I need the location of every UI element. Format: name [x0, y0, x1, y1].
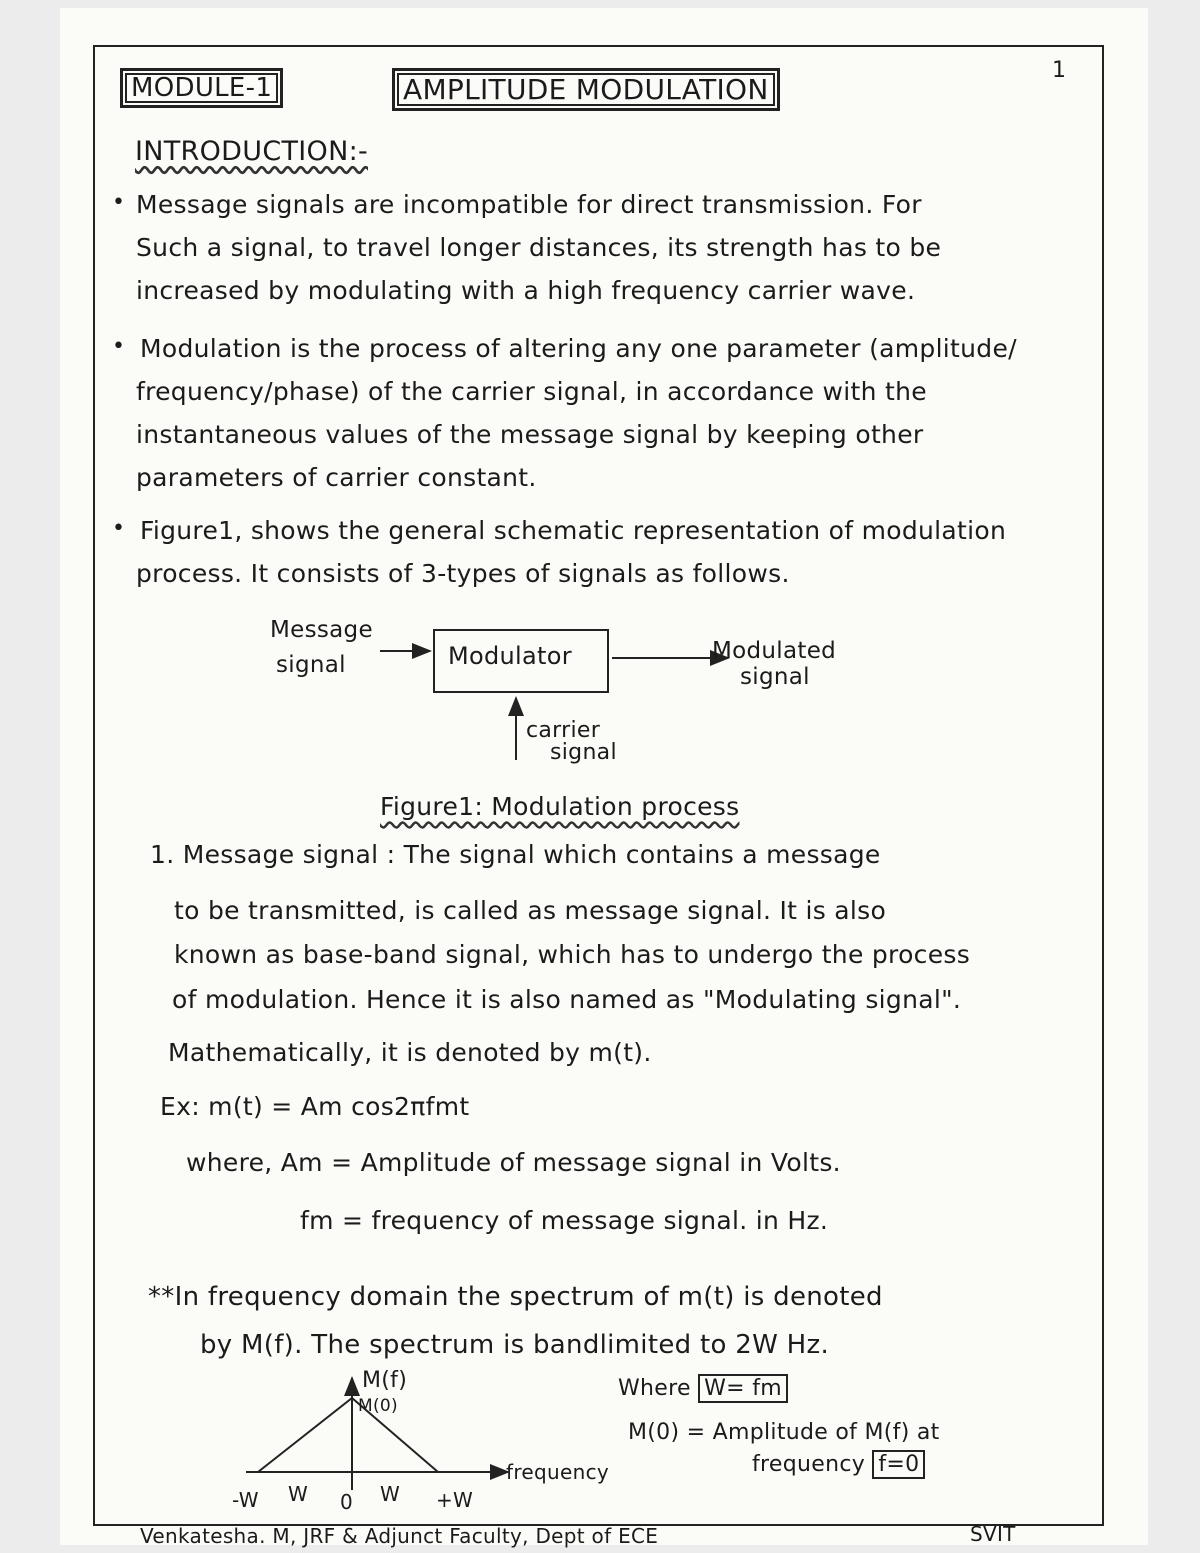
figure-caption: Figure1: Modulation process — [380, 792, 740, 821]
diagram-input-label: Message — [270, 617, 373, 643]
text-line: to be transmitted, is called as message signal. It is also — [174, 896, 887, 925]
module-label: MODULE-1 — [120, 68, 283, 108]
text-line: of modulation. Hence it is also named as "Modulating signal". — [172, 985, 962, 1014]
note-prefix: frequency — [752, 1452, 866, 1477]
bullet-dot: • — [112, 334, 125, 359]
tick-label: +W — [436, 1488, 474, 1512]
bullet-dot: • — [112, 190, 125, 215]
spectrum-note — [618, 1376, 788, 1401]
footer-college: SVIT — [970, 1522, 1016, 1546]
diagram-input-label: signal — [276, 652, 346, 678]
page-number: 1 — [1052, 58, 1067, 83]
text-line: frequency/phase) of the carrier signal, in accordance with the — [136, 377, 927, 406]
example-equation: Ex: m(t) = Am cos2πfmt — [160, 1092, 470, 1121]
message-signal-heading: 1. Message signal : The signal which contains a message — [150, 840, 881, 869]
tick-label: W — [380, 1482, 401, 1506]
tick-label: -W — [232, 1488, 259, 1512]
text-line: Mathematically, it is denoted by m(t). — [168, 1038, 652, 1067]
diagram-output-label: Modulated — [712, 638, 837, 664]
definition-line: fm = frequency of message signal. in Hz. — [300, 1206, 829, 1235]
text-line: Figure1, shows the general schematic representation of modulation — [140, 516, 1007, 545]
note-prefix: Where — [618, 1376, 691, 1401]
spectrum-y-label: M(f) — [362, 1368, 408, 1393]
spectrum-peak-label: M(0) — [358, 1396, 398, 1416]
text-line: instantaneous values of the message signal by keeping other — [136, 420, 924, 449]
spectrum-x-label: frequency — [506, 1460, 610, 1484]
tick-label: W — [288, 1482, 309, 1506]
diagram-output-label: signal — [740, 664, 810, 690]
text-line: by M(f). The spectrum is bandlimited to 2W Hz. — [200, 1330, 830, 1360]
tick-label: 0 — [340, 1490, 354, 1514]
spectrum-note — [752, 1452, 925, 1477]
definition-line: where, Am = Amplitude of message signal in Volts. — [186, 1148, 841, 1177]
text-line: Such a signal, to travel longer distances, its strength has to be — [136, 233, 942, 262]
modulator-block-label: Modulator — [448, 642, 572, 670]
text-line: known as base-band signal, which has to undergo the process — [174, 940, 971, 969]
diagram-carrier-label: signal — [550, 740, 617, 765]
text-line: **In frequency domain the spectrum of m(t) is denoted — [148, 1282, 883, 1312]
text-line: increased by modulating with a high frequency carrier wave. — [136, 276, 916, 305]
bullet-dot: • — [112, 516, 125, 541]
text-line: Modulation is the process of altering any one parameter (amplitude/ — [140, 334, 1017, 363]
text-line: process. It consists of 3-types of signals as follows. — [136, 559, 790, 588]
diagram-carrier-label: carrier — [526, 718, 601, 743]
boxed-value: W= fm — [698, 1374, 788, 1403]
text-line: parameters of carrier constant. — [136, 463, 537, 492]
section-heading: INTRODUCTION:- — [135, 136, 369, 167]
text-line: Message signals are incompatible for direct transmission. For — [136, 190, 922, 219]
page-title: AMPLITUDE MODULATION — [392, 68, 780, 111]
spectrum-note: M(0) = Amplitude of M(f) at — [628, 1420, 940, 1445]
boxed-value: f=0 — [872, 1450, 925, 1479]
footer-author: Venkatesha. M, JRF & Adjunct Faculty, Dept of ECE — [140, 1524, 659, 1548]
